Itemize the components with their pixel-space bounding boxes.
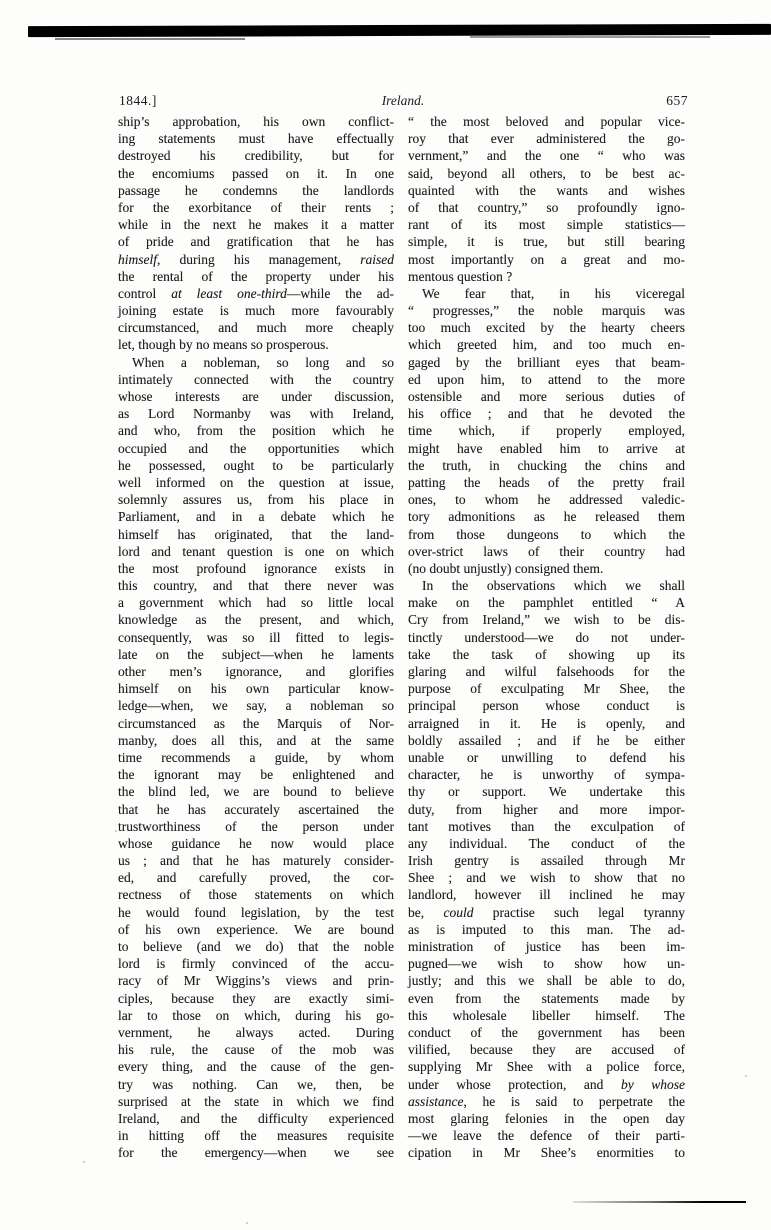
- text-line: take the task of showing up its: [408, 646, 685, 662]
- text-line: “ progresses,” the noble marquis was: [408, 303, 685, 319]
- text-line: whose guidance he now would place: [118, 835, 394, 851]
- scan-speck: [745, 1075, 747, 1077]
- text-line: supplying Mr Shee with a police force,: [408, 1059, 685, 1075]
- text-line: try was nothing. Can we, then, be: [118, 1076, 394, 1092]
- text-line: thy or support. We undertake this: [408, 784, 685, 800]
- text-line: assistance, he is said to perpetrate the: [408, 1093, 685, 1109]
- text-line: over-strict laws of their country had: [408, 543, 685, 559]
- text-line: the encomiums passed on it. In one: [118, 165, 394, 181]
- text-line: most glaring felonies in the open day: [408, 1110, 685, 1126]
- text-line: for the exorbitance of their rents ;: [118, 199, 394, 215]
- text-line: ostensible and more serious duties of: [408, 389, 685, 404]
- scan-speck: [83, 1161, 85, 1163]
- text-line: too much excited by the hearty cheers: [408, 320, 685, 336]
- text-line: justly; and this we shall be able to do,: [408, 973, 685, 989]
- text-line: Parliament, and in a debate which he: [118, 509, 394, 525]
- text-line: When a nobleman, so long and so: [132, 354, 394, 370]
- text-line: roy that ever administered the go-: [408, 131, 685, 147]
- text-line: lar to those on which, during his go-: [118, 1007, 394, 1023]
- text-line: said, beyond all others, to be best ac-: [408, 165, 685, 181]
- text-line: vernment, he always acted. During: [118, 1024, 394, 1040]
- text-line: destroyed his credibility, but for: [118, 148, 394, 164]
- text-line: occupied and the opportunities which: [118, 440, 394, 456]
- header-title: Ireland.: [381, 93, 425, 108]
- text-line: cipation in Mr Shee’s enormities to: [408, 1145, 685, 1161]
- text-line: tinctly understood—we do not under-: [408, 629, 685, 645]
- text-line: racy of Mr Wiggins’s views and prin-: [118, 973, 394, 989]
- text-line: gaged by the brilliant eyes that beam-: [408, 354, 685, 370]
- text-line: intimately connected with the country: [118, 371, 394, 387]
- text-line: circumstanced as the Marquis of Nor-: [118, 715, 394, 731]
- text-line: any individual. The conduct of the: [408, 835, 685, 851]
- text-line: purpose of exculpating Mr Shee, the: [408, 681, 685, 697]
- text-line: might have enabled him to arrive at: [408, 440, 685, 456]
- text-line: ing statements must have effectually: [118, 131, 394, 147]
- text-line: for the emergency—when we see: [118, 1145, 394, 1161]
- text-line: boldly assailed ; and if he be either: [408, 732, 685, 748]
- text-line: vilified, because they are accused of: [408, 1042, 685, 1058]
- text-line: arraigned in it. He is openly, and: [408, 715, 685, 731]
- text-line: consequently, was so ill fitted to legis-: [118, 629, 394, 645]
- text-line: late on the subject—when he laments: [118, 646, 394, 662]
- text-line: mentous question ?: [408, 268, 513, 284]
- text-line: time which, if properly employed,: [408, 423, 685, 439]
- text-line: circumstanced, and much more cheaply: [118, 320, 394, 336]
- text-line: this country, and that there never was: [118, 578, 394, 594]
- text-line: ed, and carefully proved, the cor-: [118, 870, 394, 886]
- text-line: he possessed, ought to be particularly: [118, 457, 394, 473]
- text-line: even from the statements made by: [408, 990, 685, 1006]
- right-column: [408, 113, 685, 1161]
- header-page-number: 657: [666, 93, 688, 108]
- text-line: patting the heads of the pretty frail: [408, 474, 685, 490]
- text-line: In the observations which we shall: [422, 578, 685, 594]
- text-line: lord and tenant question is one on which: [118, 543, 394, 559]
- text-line: other men’s ignorance, and glorifies: [118, 664, 394, 679]
- text-line: solemnly assures us, from his place in: [118, 492, 394, 508]
- text-line: joining estate is much more favourably: [118, 303, 394, 319]
- text-line: lord is firmly convinced of the accu-: [118, 956, 394, 972]
- text-line: duty, from higher and more impor-: [408, 801, 685, 817]
- text-line: most importantly on a great and mo-: [408, 251, 685, 267]
- text-line: Shee ; and we wish to show that no: [408, 870, 685, 886]
- text-line: unable or unwilling to defend his: [408, 749, 685, 765]
- text-line: control at least one-third—while the ad-: [118, 285, 394, 301]
- text-line: rant of its most simple statistics—: [408, 217, 685, 233]
- text-line: from those dungeons to which the: [408, 526, 685, 542]
- text-line: in hitting off the measures requisite: [118, 1128, 394, 1144]
- text-line: principal person whose conduct is: [408, 698, 685, 714]
- text-line: the most profound ignorance exists in: [118, 560, 394, 576]
- text-line: conduct of the government has been: [408, 1024, 685, 1040]
- text-line: passage he condemns the landlords: [118, 182, 394, 198]
- text-line: to believe (and we do) that the noble: [118, 939, 394, 954]
- text-line: every thing, and the cause of the gen-: [118, 1059, 394, 1075]
- scan-speck: [246, 1222, 248, 1224]
- scan-artifact-bottom-line: [573, 1201, 746, 1203]
- text-line: time recommends a guide, by whom: [118, 749, 394, 765]
- text-line: tant motives than the exculpation of: [408, 818, 685, 834]
- text-line: “ the most beloved and popular vice-: [408, 114, 685, 129]
- text-line: us ; and that he has maturely consider-: [118, 853, 394, 869]
- text-line: he would found legislation, by the test: [118, 904, 394, 920]
- text-line: vernment,” and the one “ who was: [408, 148, 685, 164]
- text-line: that he has accurately ascertained the: [118, 801, 394, 817]
- text-line: We fear that, in his viceregal: [422, 285, 685, 301]
- text-line: simple, it is true, but still bearing: [408, 234, 685, 250]
- text-line: be, could practise such legal tyranny: [408, 904, 685, 920]
- header-year: 1844.]: [119, 93, 157, 108]
- scan-speck: [115, 830, 117, 832]
- text-line: trustworthiness of the person under: [118, 818, 394, 834]
- text-line: ones, to whom he addressed valedic-: [408, 492, 685, 508]
- text-line: his rule, the cause of the mob was: [118, 1042, 394, 1058]
- text-line: under whose protection, and by whose: [408, 1076, 685, 1092]
- text-line: the blind led, we are bound to believe: [118, 784, 394, 800]
- scan-artifact-streak: [470, 36, 710, 38]
- scan-artifact-streak: [55, 38, 245, 40]
- text-line: Ireland, and the difficulty experienced: [118, 1110, 394, 1126]
- text-line: make on the pamphlet entitled “ A: [408, 595, 685, 611]
- text-line: himself on his own particular know-: [118, 681, 394, 697]
- text-line: the rental of the property under his: [118, 268, 394, 284]
- text-line: rectness of those statements on which: [118, 887, 394, 903]
- text-line: of his own experience. We are bound: [118, 921, 394, 937]
- text-line: well informed on the question at issue,: [118, 474, 394, 490]
- text-line: pugned—we wish to show how un-: [408, 956, 685, 972]
- text-line: quainted with the wants and wishes: [408, 182, 685, 198]
- text-line: landlord, however ill inclined he may: [408, 887, 685, 903]
- text-line: the truth, in chucking the chins and: [408, 457, 685, 473]
- text-line: which greeted him, and too much en-: [408, 337, 685, 353]
- text-line: ed upon him, to attend to the more: [408, 371, 685, 387]
- text-line: knowledge as the present, and which,: [118, 612, 394, 628]
- text-line: while in the next he makes it a matter: [118, 217, 394, 233]
- text-line: —we leave the defence of their parti-: [408, 1128, 685, 1144]
- text-line: of that country,” so profoundly igno-: [408, 199, 685, 215]
- text-line: glaring and wilful falsehoods for the: [408, 664, 685, 679]
- text-line: Irish gentry is assailed through Mr: [408, 853, 685, 869]
- text-line: ministration of justice has been im-: [408, 939, 685, 954]
- text-line: as is imputed to this man. The ad-: [408, 921, 685, 937]
- text-line: Cry from Ireland,” we wish to be dis-: [408, 612, 685, 628]
- text-line: character, he is unworthy of sympa-: [408, 767, 685, 783]
- text-line: (no doubt unjustly) consigned them.: [408, 560, 604, 576]
- text-line: the ignorant may be enlightened and: [118, 767, 394, 783]
- text-line: surprised at the state in which we find: [118, 1093, 394, 1109]
- text-line: let, though by no means so prosperous.: [118, 337, 329, 353]
- text-line: ship’s approbation, his own conflict-: [118, 114, 394, 129]
- text-line: whose interests are under discussion,: [118, 389, 394, 404]
- text-line: himself has originated, that the land-: [118, 526, 394, 542]
- text-line: ledge—when, we say, a nobleman so: [118, 698, 394, 714]
- text-line: tory admonitions as he released them: [408, 509, 685, 525]
- text-line: a government which had so little local: [118, 595, 394, 611]
- text-line: and who, from the position which he: [118, 423, 394, 439]
- left-column: [118, 113, 394, 1161]
- text-line: ciples, because they are exactly simi-: [118, 990, 394, 1006]
- text-line: this wholesale libeller himself. The: [408, 1007, 685, 1023]
- text-line: of pride and gratification that he has: [118, 234, 394, 250]
- text-line: manby, does all this, and at the same: [118, 732, 394, 748]
- text-line: his office ; and that he devoted the: [408, 406, 685, 422]
- text-line: as Lord Normanby was with Ireland,: [118, 406, 394, 422]
- text-line: himself, during his management, raised: [118, 251, 394, 267]
